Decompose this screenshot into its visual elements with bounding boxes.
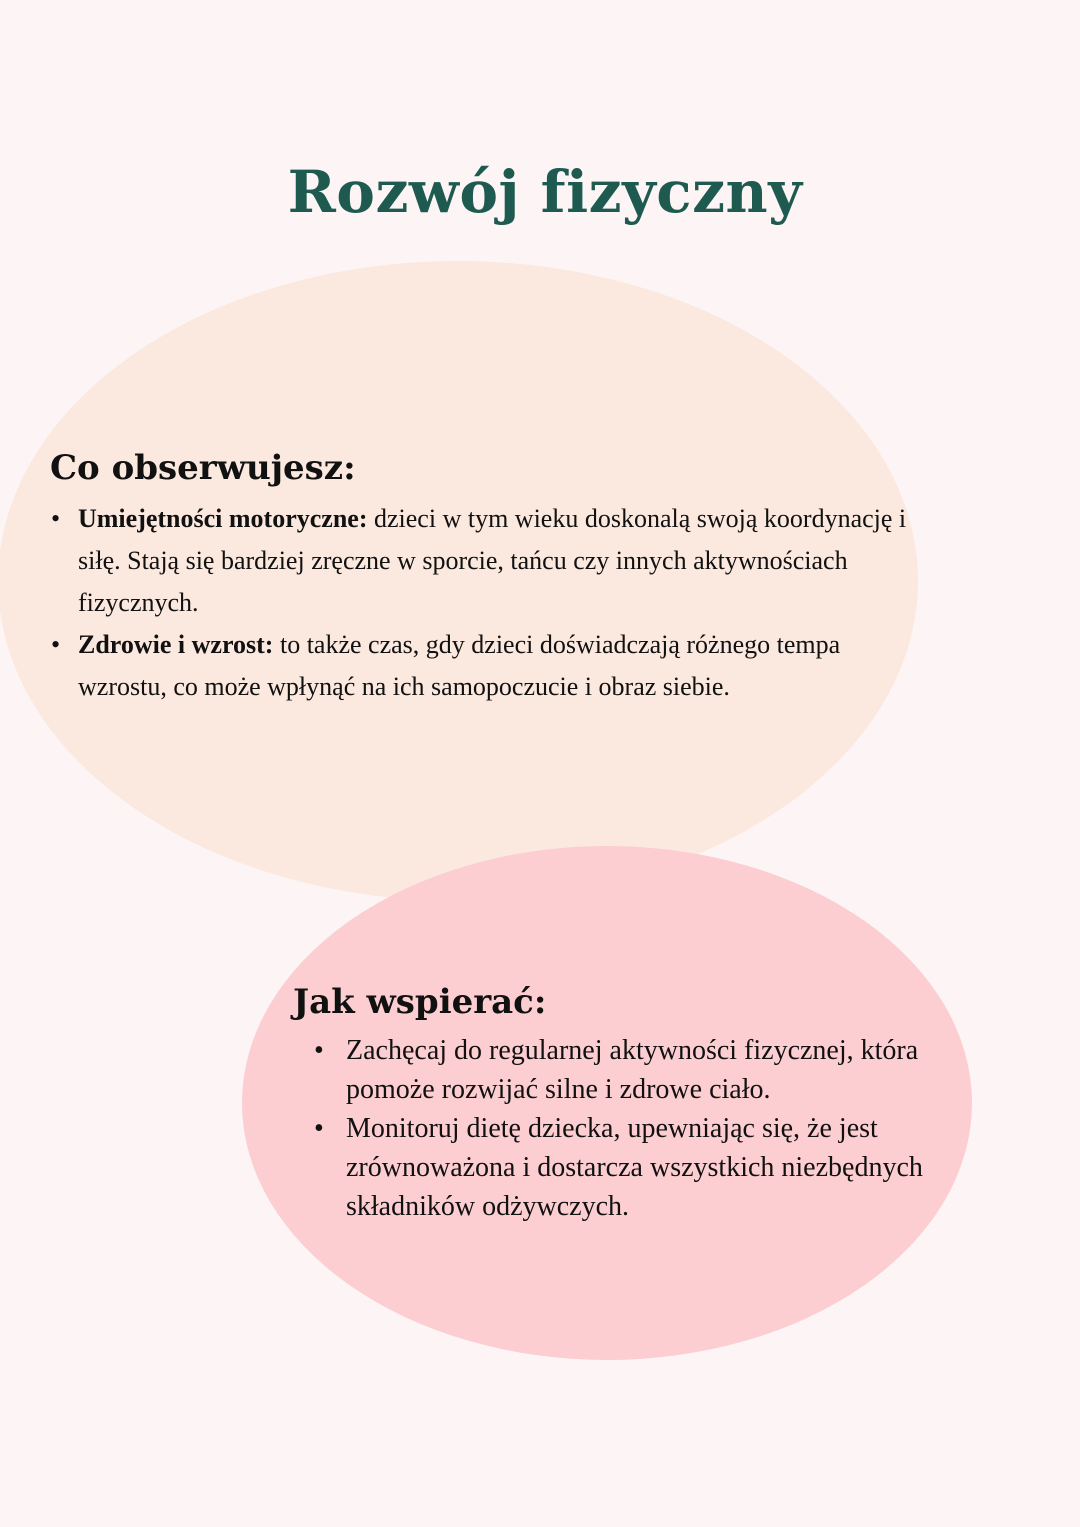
observe-term: Zdrowie i wzrost:	[78, 630, 274, 659]
observe-item-health-growth	[51, 624, 908, 708]
observe-heading: Co obserwujesz:	[50, 448, 356, 488]
observe-term: Umiejętności motoryczne:	[78, 504, 368, 533]
support-list	[314, 1031, 946, 1226]
observe-list	[51, 498, 908, 708]
bullet-icon: •	[51, 504, 61, 533]
bullet-icon: •	[314, 1035, 324, 1066]
page-title: Rozwój fizyczny	[287, 158, 803, 226]
support-item-activity	[314, 1031, 946, 1109]
bullet-icon: •	[51, 630, 61, 659]
support-heading: Jak wspierać:	[293, 982, 547, 1022]
support-text: Monitoruj dietę dziecka, upewniając się, że jest zrównoważona i dostarcza wszystkich niezbędnych składników odżywczych.	[346, 1113, 923, 1222]
observe-text: dzieci w tym wieku doskonalą swoją koordynację i siłę. Stają się bardziej zręczne w sporcie, tańcu czy innych aktywnościach fizycznych.	[78, 504, 907, 617]
observe-text: to także czas, gdy dzieci doświadczają różnego tempa wzrostu, co może wpłynąć na ich samopoczucie i obraz siebie.	[78, 630, 841, 701]
support-item-diet	[314, 1109, 946, 1226]
bullet-icon: •	[314, 1113, 324, 1144]
observe-item-motor-skills	[51, 498, 908, 624]
support-text: Zachęcaj do regularnej aktywności fizycznej, która pomoże rozwijać silne i zdrowe ciało.	[346, 1035, 919, 1105]
